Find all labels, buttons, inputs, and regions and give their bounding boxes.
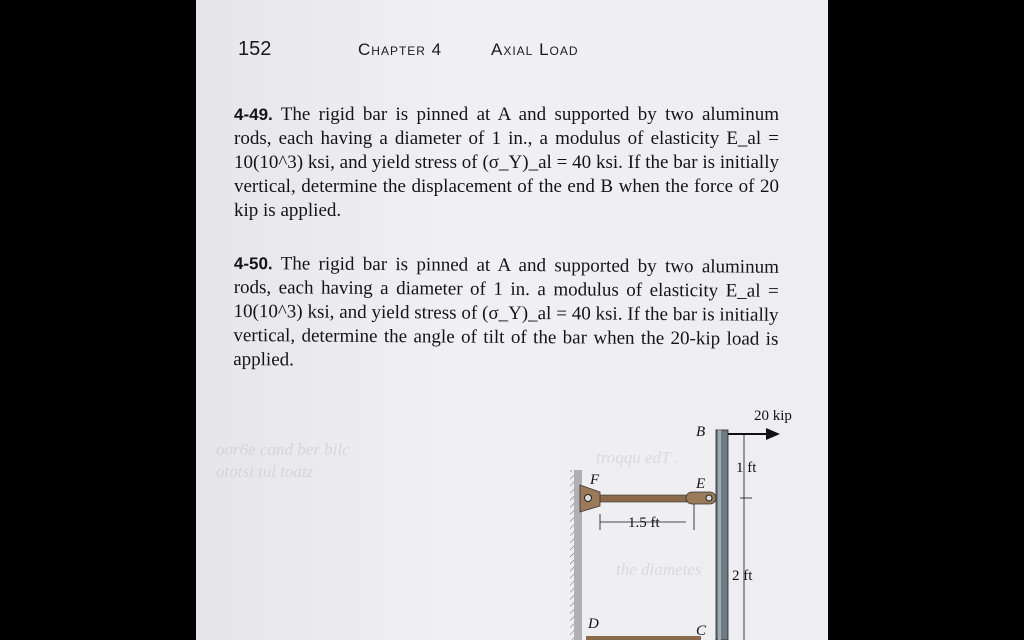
bleed-through-text: oor6e cand ber bilc [216,440,350,459]
problem-4-50 [233,252,779,376]
load-arrowhead [766,428,780,440]
page-number: 152 [238,38,272,60]
rigid-bar-highlight [718,430,721,640]
page-header [196,38,828,66]
bleed-through-text: troqqu edT . [596,448,679,467]
rod-fe [586,495,701,502]
problem-number: 4-49. [234,105,273,124]
problem-4-49 [234,103,779,223]
label-f: F [590,472,600,488]
pin-f [585,495,592,502]
dim-label-2ft: 2 ft [732,568,753,584]
load-label: 20 kip [754,408,792,424]
problem-number: 4-50. [233,253,273,274]
rod-dc [586,636,701,640]
label-c: C [696,623,707,639]
rigid-bar [716,430,728,640]
label-e: E [696,476,706,492]
pin-e [706,495,712,501]
chapter-label: Chapter 4 [358,40,443,59]
dim-label-1-5ft: 1.5 ft [628,515,660,531]
wall-hatching [570,470,574,640]
label-d: D [588,616,599,632]
bleed-through-text: ototsi tul toatz [216,462,314,481]
dim-label-1ft: 1 ft [736,460,757,476]
problem-text: The rigid bar is pinned at A and supported by two aluminum rods, each having a diameter of 1 in., a modulus of elasticity E_al = 10(10^3) ksi, and yield stress of (σ_Y)_al = 40 ksi. If the bar is initially vertical, determine the displacement of the end B when the force of 20 kip is applied. [234,104,779,221]
problem-text: The rigid bar is pinned at A and supported by two aluminum rods, each having a diameter of 1 in. a modulus of elasticity E_al = 10(10^3) ksi, and yield stress of (σ_Y)_al = 40 ksi. If the bar is initially vertical, determine the angle of tilt of the bar when the 20-kip load is applied. [233,253,779,371]
rigid-bar-figure [366,400,792,640]
label-b: B [696,424,706,440]
chapter-title: Axial Load [491,40,579,59]
textbook-page [196,0,828,640]
bleed-through-text: the diametes [616,560,702,579]
